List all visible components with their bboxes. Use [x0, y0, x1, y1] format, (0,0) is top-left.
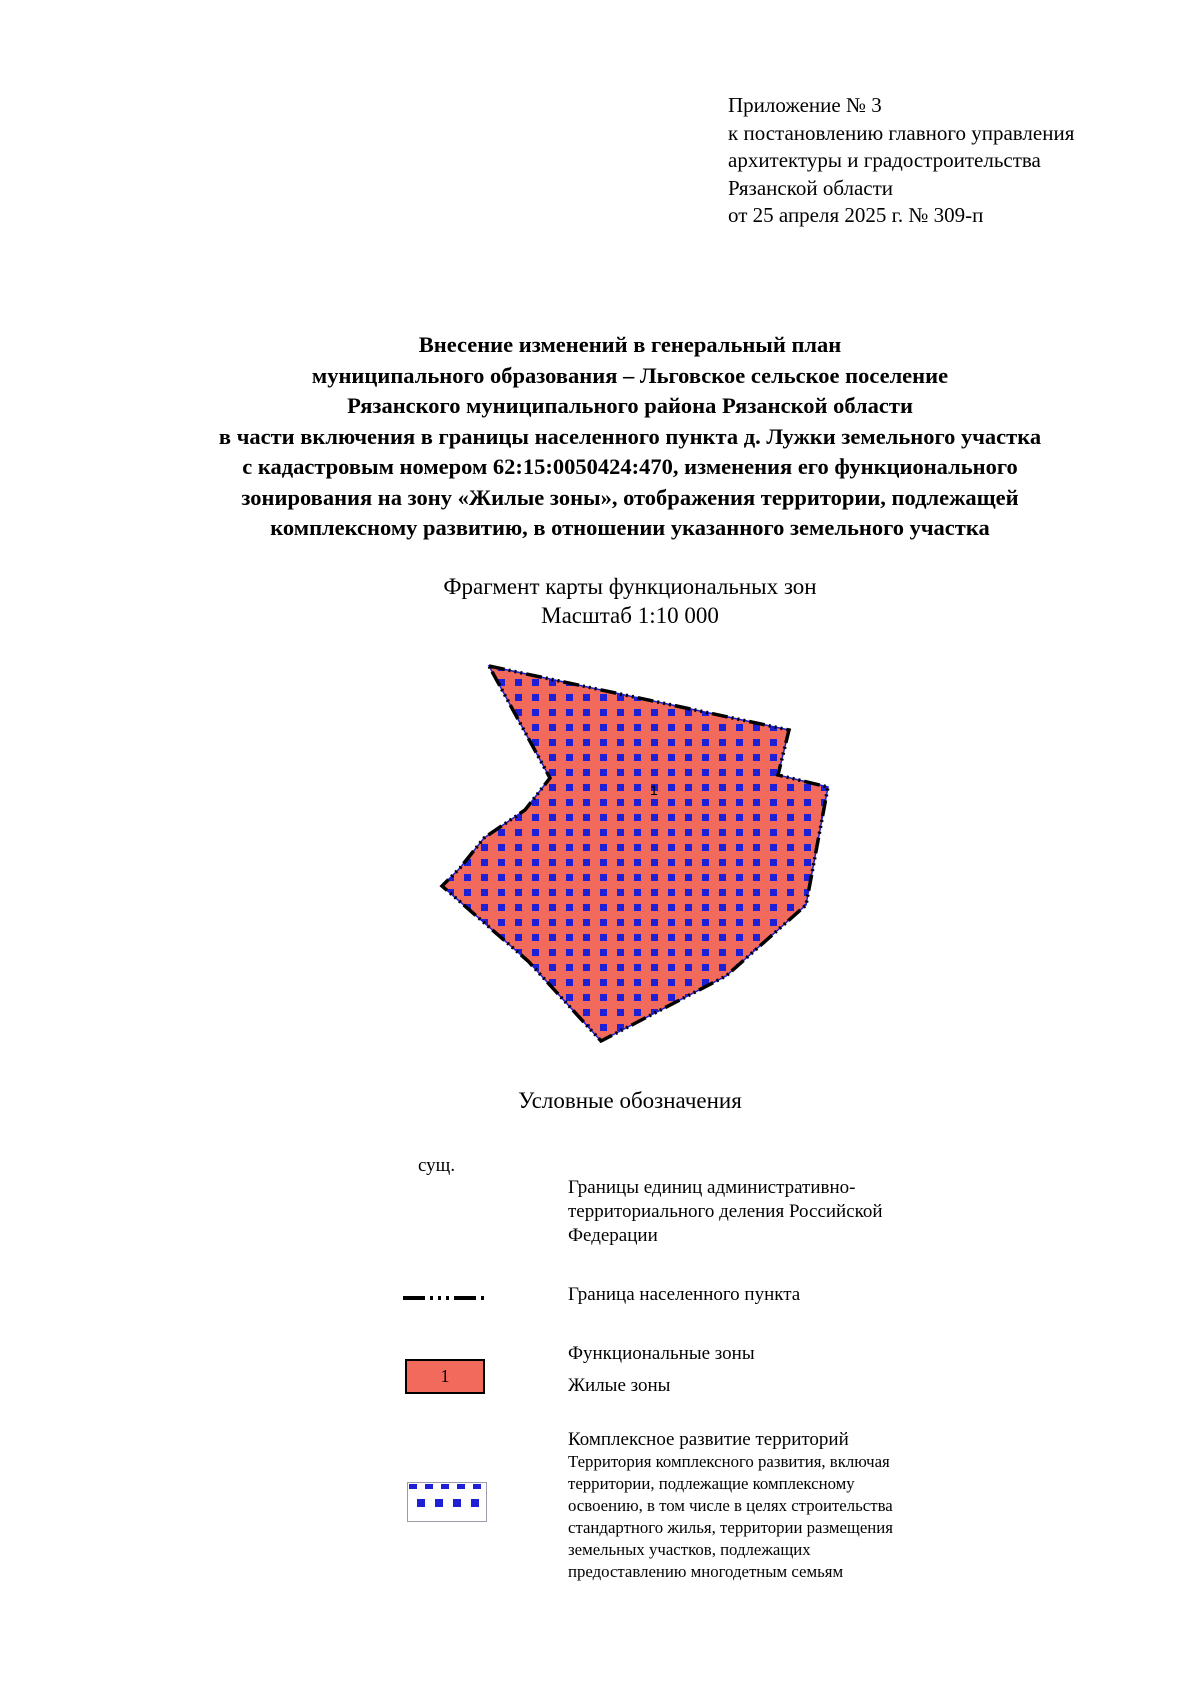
map-caption [0, 572, 1200, 630]
appendix-header [728, 92, 1074, 230]
legend-functional-zones-heading: Функциональные зоны [568, 1343, 755, 1364]
map-scale: Масштаб 1:10 000 [541, 603, 719, 628]
zone-number-label: 1 [650, 782, 658, 798]
legend-line: освоению, в том числе в целях строительства [568, 1496, 893, 1515]
legend-settlement-boundary-label: Граница населенного пункта [568, 1284, 801, 1305]
map-caption-text: Фрагмент карты функциональных зон [443, 574, 817, 599]
legend-complex-description [568, 1451, 893, 1583]
legend-line: Территория комплексного развития, включая [568, 1452, 890, 1471]
residential-zone-polygon [442, 666, 828, 1041]
legend-line: Границы единиц административно- [568, 1177, 856, 1198]
legend-line: предоставлению многодетным семьям [568, 1562, 844, 1581]
legend-line: земельных участков, подлежащих [568, 1540, 811, 1559]
legend-line: территориального деления Российской [568, 1201, 883, 1222]
title-line: Рязанского муниципального района Рязанской области [347, 393, 913, 418]
appendix-line: Приложение № 3 [728, 93, 882, 117]
legend-admin-boundary-label [568, 1176, 883, 1248]
legend-complex-heading: Комплексное развитие территорий [568, 1429, 849, 1450]
title-line: зонирования на зону «Жилые зоны», отображения территории, подлежащей [241, 484, 1019, 510]
functional-zones-map [420, 660, 840, 1070]
title-line: в части включения в границы населенного пункта д. Лужки земельного участка [218, 423, 1042, 449]
legend-line: территории, подлежащие комплексному [568, 1474, 855, 1493]
title-line: комплексному развитию, в отношении указанного земельного участка [270, 515, 990, 540]
appendix-line: Рязанской области [728, 175, 894, 200]
title-line: муниципального образования – Льговское сельское поселение [311, 362, 949, 388]
legend-title: Условные обозначения [518, 1088, 742, 1113]
title-line: Внесение изменений в генеральный план [418, 332, 842, 357]
legend-admin-status: сущ. [418, 1155, 456, 1176]
legend-line: стандартного жилья, территории размещения [568, 1518, 893, 1537]
legend-residential-label: Жилые зоны [568, 1375, 671, 1396]
residential-zone-swatch [405, 1359, 485, 1394]
document-title [0, 330, 1200, 544]
legend-line: Федерации [568, 1225, 658, 1246]
settlement-boundary-symbol [403, 1293, 487, 1303]
complex-development-swatch [407, 1482, 487, 1522]
appendix-line: к постановлению главного управления [728, 120, 1075, 145]
appendix-line: от 25 апреля 2025 г. № 309-п [728, 203, 984, 228]
title-line: с кадастровым номером 62:15:0050424:470, изменения его функционального [242, 454, 1018, 479]
swatch-number: 1 [440, 1366, 450, 1386]
appendix-line: архитектуры и градостроительства [728, 148, 1041, 173]
